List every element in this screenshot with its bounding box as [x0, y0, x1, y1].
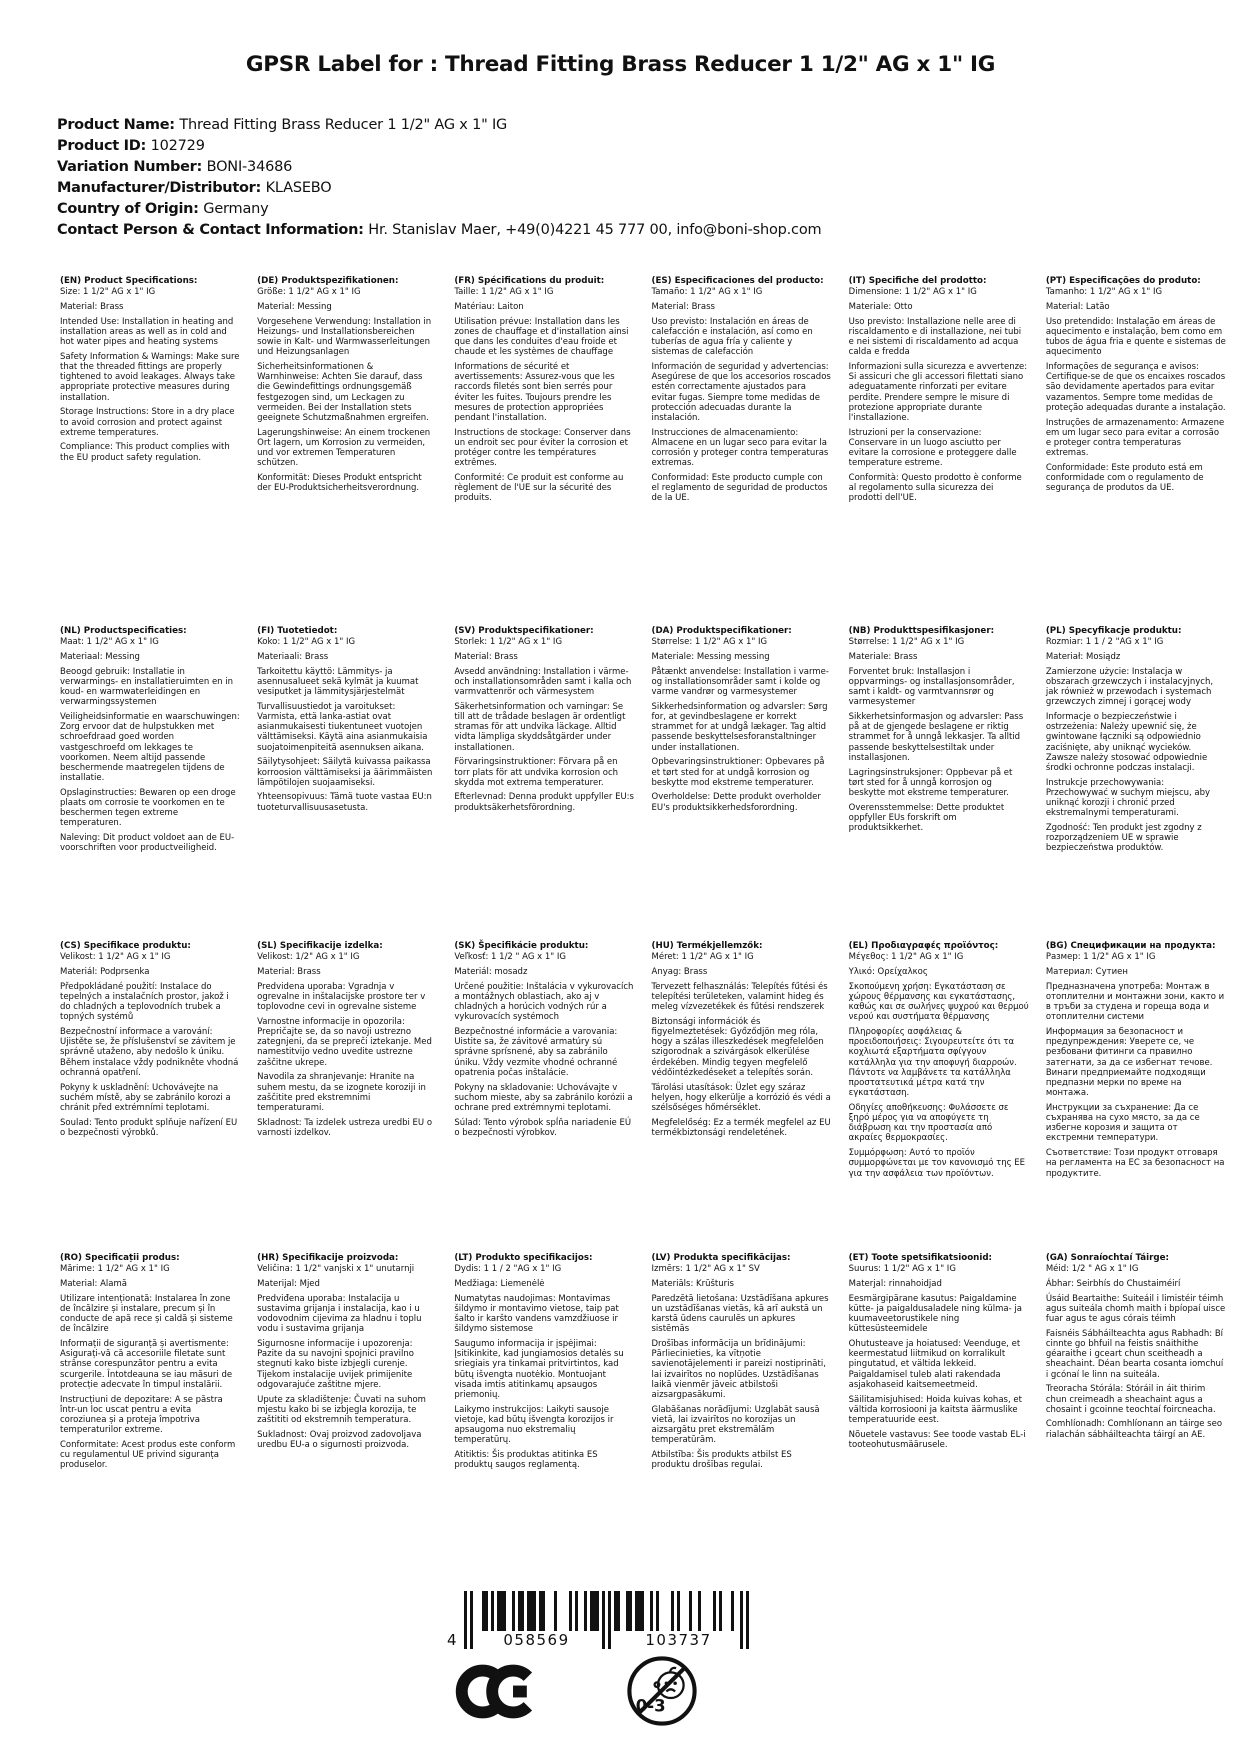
spec-paragraph: Rozmiar: 1 1 / 2 "AG x 1" IG [1045, 637, 1164, 648]
spec-paragraph: Materiaal: Messing [60, 652, 140, 663]
spec-paragraph: Lagringsinstruksjoner: Oppbevar på et tørt sted for å unngå korrosjon og beskytte mot ekstreme temperaturer. [848, 767, 1013, 798]
contact-label: Contact Person & Contact Information: [57, 222, 364, 238]
spec-paragraph: Material: Messing [257, 302, 332, 313]
spec-paragraph: Materiaali: Brass [257, 652, 329, 663]
spec-paragraph: Sikkerhetsinformasjon og advarsler: Pass på at de gjengede beslagene er riktig strammet for å unngå lekkasjer. Ta alltid passende beskyttelsestiltak under installasjonen. [848, 712, 1024, 763]
spec-paragraph: Beoogd gebruik: Installatie in verwarmings- en installatieruimten en in koud- en warmwaterleidingen en verwarmingssystemen [60, 666, 234, 708]
spec-block-bg [1046, 941, 1226, 1183]
spec-paragraph: Μέγεθος: 1 1/2" AG x 1" IG [848, 952, 964, 963]
spec-block-et [849, 1253, 1029, 1454]
spec-paragraph: Tárolási utasítások: Üzlet egy száraz helyen, hogy elkerülje a korrózió és védi a szélsőséges hőmérséklet. [651, 1082, 831, 1113]
spec-paragraph: Информация за безопасност и предупреждения: Уверете се, че резбовани фитинги са правилно затегнати, за да се избегнат течове. Винаги предприемайте подходящи предпазни мерки по време на монтажа. [1045, 1027, 1213, 1099]
spec-block-title: (EL) Προδιαγραφές προϊόντος: [848, 941, 999, 951]
spec-paragraph: Materiál: Podprsenka [60, 967, 150, 978]
spec-paragraph: Conformidad: Este producto cumple con el reglamento de seguridad de productos de la UE. [651, 472, 828, 504]
spec-paragraph: Ábhar: Seirbhís do Chustaiméirí [1045, 1279, 1181, 1290]
spec-block-el [849, 941, 1029, 1183]
spec-paragraph: Instrukcje przechowywania: Przechowywać w suchym miejscu, aby uniknąć korozji i chronić przed ekstremalnymi temperaturami. [1045, 777, 1211, 819]
spec-block-ro [60, 1253, 240, 1475]
spec-paragraph: Skladnost: Ta izdelek ustreza uredbi EU o varnosti izdelkov. [257, 1117, 433, 1138]
spec-block-fr [454, 276, 634, 508]
spec-paragraph: Påtænkt anvendelse: Installation i varme- og installationsområder samt i kolde og varme vandrør og varmesystemer [651, 666, 829, 698]
spec-paragraph: Ohutusteave ja hoiatused: Veenduge, et keermestatud liitmikud on korralikult pingutatud, et vältida lekkeid. Paigaldamisel tuleb alati rakendada asjakohaseid kaitsemeetmeid. [848, 1339, 1021, 1390]
spec-paragraph: Tamaño: 1 1/2" AG x 1" IG [651, 287, 763, 298]
spec-paragraph: Informazioni sulla sicurezza e avvertenze: Si assicuri che gli accessori filettati siano adeguatamente rinforzati per evitare perdite. Prendere sempre le misure di protezione appropriate durante l'installazione. [848, 362, 1028, 423]
spec-paragraph: Turvallisuustiedot ja varoitukset: Varmista, että lanka-astiat ovat asianmukaisesti tiukentuneet vuotojen välttämiseksi. Käytä aina asianmukaisia suojatoimenpiteitä asennuksen aikana. [257, 701, 428, 753]
spec-paragraph: Instrucțiuni de depozitare: A se păstra într-un loc uscat pentru a evita coroziunea și a proteja împotriva temperaturilor extreme. [60, 1394, 223, 1436]
product-info [57, 115, 821, 241]
spec-paragraph: Istruzioni per la conservazione: Conservare in un luogo asciutto per evitare la corrosione e proteggere dalle temperature estreme. [848, 427, 1017, 469]
spec-paragraph: Säilytysohjeet: Säilytä kuivassa paikassa korroosion välttämiseksi ja äärimmäisten lämpötilojen suojaamiseksi. [257, 757, 433, 788]
spec-paragraph: Velikost: 1 1/2" AG x 1" IG [60, 952, 171, 963]
spec-paragraph: Instruções de armazenamento: Armazene em um lugar seco para evitar a corrosão e proteger contra temperaturas extremas. [1045, 417, 1225, 459]
spec-paragraph: Soulad: Tento produkt splňuje nařízení EU o bezpečnosti výrobků. [60, 1117, 238, 1138]
spec-paragraph: Numatytas naudojimas: Montavimas šildymo ir montavimo vietose, taip pat šalto ir karšto vandens vamzdžiuose ir šildymo sistemose [454, 1293, 619, 1335]
spec-paragraph: Glabāšanas norādījumi: Uzglabāt sausā vietā, lai izvairītos no korozijas un aizsargātu pret ekstremālām temperatūrām. [651, 1404, 820, 1446]
spec-block-lv [652, 1253, 832, 1475]
spec-block-title: (SV) Produktspecifikationer: [454, 626, 594, 636]
spec-block-title: (IT) Specifiche del prodotto: [848, 276, 987, 286]
country-of-origin-label: Country of Origin: [57, 201, 199, 217]
spec-block-title: (DA) Produktspecifikationer: [651, 626, 792, 636]
spec-paragraph: Informations de sécurité et avertissements: Assurez-vous que les raccords filetés sont bien serrés pour éviter les fuites. Toujours prendre les mesures de protection appropriées pendant l'installation. [454, 362, 615, 423]
spec-paragraph: Informações de segurança e avisos: Certifique-se de que os encaixes roscados são devidamente apertados para evitar vazamentos. Sempre tome medidas de proteção adequadas durante a instalação. [1045, 362, 1226, 413]
product-id-label: Product ID: [57, 138, 146, 154]
spec-block-pt [1046, 276, 1226, 498]
spec-paragraph: Storlek: 1 1/2" AG x 1" IG [454, 637, 563, 648]
spec-paragraph: Material: Brass [257, 967, 321, 978]
spec-paragraph: Atitiktis: Šis produktas atitinka ES produktų saugos reglamentą. [454, 1449, 598, 1471]
spec-paragraph: Sicherheitsinformationen & Warnhinweise: Achten Sie darauf, dass die Gewindefittings ordnungsgemäß festgezogen sind, um Leckagen zu vermeiden. Bei der Installation stets geeignete Schutzmaßnahmen ergreifen. [257, 362, 429, 423]
spec-block-ga [1046, 1253, 1226, 1444]
spec-paragraph: Megfelelőség: Ez a termék megfelel az EU termékbiztonsági rendeletének. [651, 1117, 831, 1138]
spec-block-title: (GA) Sonraíochtaí Táirge: [1045, 1253, 1170, 1263]
manufacturer-label: Manufacturer/Distributor: [57, 180, 261, 196]
spec-paragraph: Mărime: 1 1/2" AG x 1" IG [60, 1264, 170, 1275]
spec-paragraph: Størrelse: 1 1/2" AG x 1" IG [651, 637, 768, 648]
spec-paragraph: Conformitate: Acest produs este conform cu regulamentul UE privind siguranța produselor. [60, 1439, 236, 1471]
spec-paragraph: Atbilstība: Šis produkts atbilst ES produktu drošības regulai. [651, 1449, 792, 1471]
spec-block-nb [849, 626, 1029, 838]
spec-paragraph: Οδηγίες αποθήκευσης: Φυλάσσετε σε ξηρό μέρος για να αποφύγετε τη διάβρωση και την προστασία από ακραίες θερμοκρασίες. [848, 1102, 1009, 1144]
spec-paragraph: Súlad: Tento výrobok spĺňa nariadenie EÚ o bezpečnosti výrobkov. [454, 1117, 632, 1138]
spec-block-title: (RO) Specificații produs: [60, 1253, 180, 1263]
spec-paragraph: Navodila za shranjevanje: Hranite na suhem mestu, da se izognete koroziji in zaščitite pred ekstremnimi temperaturami. [257, 1072, 426, 1113]
spec-block-nl [60, 626, 240, 858]
spec-paragraph: Συμμόρφωση: Αυτό το προϊόν συμμορφώνεται με τον κανονισμό της ΕΕ για την ασφάλεια των προϊόντων. [848, 1148, 1026, 1179]
manufacturer-value: KLASEBO [265, 180, 332, 196]
spec-paragraph: Sukladnost: Ovaj proizvod zadovoljava uredbu EU-a o sigurnosti proizvoda. [257, 1429, 422, 1450]
spec-paragraph: Naleving: Dit product voldoet aan de EU-voorschriften voor productveiligheid. [60, 833, 235, 854]
spec-block-da [652, 626, 832, 817]
spec-paragraph: Anyag: Brass [651, 967, 708, 978]
spec-block-it [849, 276, 1029, 508]
spec-paragraph: Izmērs: 1 1/2" AG x 1" SV [651, 1264, 760, 1275]
spec-paragraph: Biztonsági információk és figyelmeztetések: Győződjön meg róla, hogy a szálas illeszkedések megfelelően szigorodnak a szivárgások elkerülése érdekében. Mindig tegyen megfelelő védőintézkedéseket a telepítés során. [651, 1016, 824, 1078]
spec-paragraph: Varnostne informacije in opozorila: Prepričajte se, da so navoji ustrezno zategnjeni, da se prepreči iztekanje. Med namestitvijo vedno uvedite ustrezne zaščitne ukrepe. [257, 1016, 432, 1068]
spec-paragraph: Avsedd användning: Installation i värme- och installationsområden samt i kalla och varmvattenrör och värmesystem [454, 666, 632, 698]
spec-paragraph: Predviđena uporaba: Instalacija u sustavima grijanja i instalacija, kao i u vodovodnim cijevima za hladnu i toplu vodu i sustavima grijanja [257, 1293, 422, 1335]
spec-paragraph: Maat: 1 1/2" AG x 1" IG [60, 637, 159, 648]
spec-paragraph: Pokyny na skladovanie: Uchovávajte v suchom mieste, aby sa zabránilo korózii a ochrane pred extrémnymi teplotami. [454, 1082, 633, 1113]
country-of-origin-value: Germany [203, 201, 269, 217]
spec-block-title: (PT) Especificações do produto: [1045, 276, 1201, 286]
spec-paragraph: Πληροφορίες ασφάλειας & προειδοποιήσεις: Σιγουρευτείτε ότι τα κοχλιωτά εξαρτήματα σφίγγουν κατάλληλα για την αποφυγή διαρροών. Πάντοτε να λαμβάνετε τα κατάλληλα προστατευτικά μέτρα κατά την εγκατάσταση. [848, 1027, 1017, 1099]
spec-block-title: (FI) Tuotetiedot: [257, 626, 338, 636]
spec-paragraph: Σκοπούμενη χρήση: Εγκατάσταση σε χώρους θέρμανσης και εγκατάστασης, καθώς και σε σωλήνες ψυχρού και θερμού νερού και συστήματα θέρμανσης [848, 981, 1029, 1023]
spec-paragraph: Lagerungshinweise: An einem trockenen Ort lagern, um Korrosion zu vermeiden, und vor extremen Temperaturen schützen. [257, 427, 431, 469]
spec-paragraph: Suurus: 1 1/2" AG x 1" IG [848, 1264, 956, 1275]
spec-paragraph: Opslaginstructies: Bewaren op een droge plaats om corrosie te voorkomen en te beschermen tegen extreme temperaturen. [60, 787, 236, 829]
spec-paragraph: Tarkoitettu käyttö: Lämmitys- ja asennusalueet sekä kylmät ja kuumat vesiputket ja lämmitysjärjestelmät [257, 666, 419, 698]
spec-paragraph: Koko: 1 1/2" AG x 1" IG [257, 637, 356, 648]
spec-paragraph: Conformità: Questo prodotto è conforme al regolamento sulla sicurezza dei prodotti dell'UE. [848, 472, 1022, 504]
spec-block-sv [454, 626, 634, 817]
spec-paragraph: Informații de siguranță și avertismente: Asigurați-vă că accesoriile filetate sunt strânse corespunzător pentru a evita scurgerile. Întotdeauna se iau măsuri de protecție adecvate în timpul instalării. [60, 1339, 233, 1390]
spec-paragraph: Utilisation prévue: Installation dans les zones de chauffage et d'installation ainsi que dans les conduites d'eau froide et chaude et les systèmes de chauffage [454, 316, 629, 358]
spec-paragraph: Instrucciones de almacenamiento: Almacene en un lugar seco para evitar la corrosión y proteger contra temperaturas extremas. [651, 427, 829, 469]
barcode-first-digit: 4 [447, 1631, 457, 1649]
variation-number-row [57, 157, 821, 178]
spec-paragraph: Saugumo informacija ir įspėjimai: Įsitikinkite, kad jungiamosios detalės su sriegiais yra tinkamai pritvirtintos, kad būtų išvengta nuotėkio. Montuojant visada imtis atitinkamų apsaugos priemonių. [454, 1339, 624, 1400]
spec-block-sl [257, 941, 437, 1142]
spec-paragraph: Medžiaga: Liemenėlė [454, 1279, 545, 1290]
spec-paragraph: Úsáid Beartaithe: Suiteáil i limistéir téimh agus suiteála chomh maith i bpíopaí uisce fuar agus te agus córais téimh [1045, 1293, 1226, 1325]
product-name-value: Thread Fitting Brass Reducer 1 1/2" AG x 1" IG [179, 117, 508, 133]
spec-block-lt [454, 1253, 634, 1475]
product-name-row [57, 115, 821, 136]
spec-block-title: (DE) Produktspezifikationen: [257, 276, 399, 286]
spec-paragraph: Overholdelse: Dette produkt overholder EU's produktsikkerhedsforordning. [651, 792, 821, 813]
variation-number-value: BONI-34686 [206, 159, 293, 175]
spec-paragraph: Efterlevnad: Denna produkt uppfyller EU:s produktsäkerhetsförordning. [454, 792, 634, 813]
spec-paragraph: Материал: Сутиен [1045, 967, 1128, 978]
page-title: GPSR Label for : Thread Fitting Brass Reducer 1 1/2" AG x 1" IG [245, 52, 996, 77]
spec-block-title: (ET) Toote spetsifikatsioonid: [848, 1253, 993, 1263]
spec-block-cs [60, 941, 240, 1142]
spec-paragraph: Materijal: Mjed [257, 1279, 320, 1290]
spec-block-title: (NB) Produkttspesifikasjoner: [848, 626, 995, 636]
spec-block-fi [257, 626, 437, 817]
spec-paragraph: Dydis: 1 1 / 2 "AG x 1" IG [454, 1264, 562, 1275]
spec-paragraph: Materiale: Messing messing [651, 652, 770, 663]
spec-paragraph: Predvidena uporaba: Vgradnja v ogrevalne in inštalacijske prostore ter v toplovodne cevi in ogrevalne sisteme [257, 981, 426, 1013]
spec-paragraph: Material: Brass [60, 302, 124, 313]
spec-paragraph: Laikymo instrukcijos: Laikyti sausoje vietoje, kad būtų išvengta korozijos ir apsaugoma nuo ekstremalių temperatūrų. [454, 1404, 614, 1446]
spec-paragraph: Comhlíonadh: Comhlíonann an táirge seo rialachán sábháilteachta táirgí an AE. [1045, 1419, 1223, 1440]
spec-paragraph: Informacje o bezpieczeństwie i ostrzeżenia: Należy upewnić się, że gwintowane łączniki są odpowiednio zaciśnięte, aby uniknąć wycieków. Zawsze należy stosować odpowiednie środki ochronne podczas instalacji. [1045, 712, 1208, 773]
spec-block-title: (ES) Especificaciones del producto: [651, 276, 824, 286]
ce-mark-icon [455, 1662, 533, 1721]
spec-paragraph: Material: Alamă [60, 1279, 127, 1290]
spec-paragraph: Veličina: 1 1/2" vanjski x 1" unutarnji [257, 1264, 415, 1275]
spec-block-es [652, 276, 832, 508]
spec-paragraph: Materjal: rinnahoidjad [848, 1279, 942, 1290]
spec-paragraph: Yhteensopivuus: Tämä tuote vastaa EU:n tuoteturvallisuusasetusta. [257, 792, 432, 813]
spec-paragraph: Veiligheidsinformatie en waarschuwingen: Zorg ervoor dat de hulpstukken met schroefdraad goed worden vastgeschroefd om lekkages te voorkomen. Neem altijd passende beschermende maatregelen tijdens de installatie. [60, 712, 240, 784]
spec-paragraph: Säkerhetsinformation och varningar: Se till att de trådade beslagen är ordentligt stramas för att undvika läckage. Alltid vidta lämpliga skyddsåtgärder under installationen. [454, 701, 626, 753]
spec-paragraph: Bezpečnostní informace a varování: Ujistěte se, že příslušenství se závitem je správně utaženo, aby nedošlo k úniku. Během instalace vždy podnikněte vhodná ochranná opatření. [60, 1027, 239, 1078]
spec-paragraph: Matériau: Laiton [454, 302, 524, 313]
spec-block-title: (LV) Produkta specifikācijas: [651, 1253, 791, 1263]
spec-paragraph: Sigurnosne informacije i upozorenja: Pazite da su navojni spojnici pravilno stegnuti kako biste izbjegli curenje. Tijekom instalacije uvijek primijenite odgovarajuće zaštitne mjere. [257, 1339, 414, 1390]
spec-paragraph: Dimensione: 1 1/2" AG x 1" IG [848, 287, 977, 298]
spec-paragraph: Pokyny k uskladnění: Uchovávejte na suchém místě, aby se zabránilo korozi a chránit před extrémními teplotami. [60, 1082, 231, 1113]
spec-paragraph: Faisnéis Sábháilteachta agus Rabhadh: Bí cinnte go bhfuil na feistis snáithithe géaraithe i gceart chun sceitheadh a sheachaint. Déan bearta cosanta iomchuí i gcónaí le linn na suiteála. [1045, 1328, 1224, 1380]
spec-block-title: (HU) Termékjellemzők: [651, 941, 763, 951]
spec-paragraph: Treoracha Stórála: Stóráil in áit thirim chun creimeadh a sheachaint agus a chosaint i gcoinne teochtaí foircneacha. [1045, 1384, 1216, 1415]
contact-row [57, 220, 821, 241]
spec-paragraph: Utilizare intenționată: Instalarea în zone de încălzire și instalare, precum și în conducte de apă rece și caldă și sisteme de încălzire [60, 1293, 233, 1335]
age-warning-label: 0-3 [635, 1696, 666, 1716]
spec-paragraph: Uso previsto: Installazione nelle aree di riscaldamento e di installazione, nei tubi e nei sistemi di riscaldamento ad acqua calda e fredda [848, 316, 1022, 358]
spec-paragraph: Bezpečnostné informácie a varovania: Uistite sa, že závitové armatúry sú správne sprísnené, aby sa zabránilo úniku. Vždy vezmite vhodné ochranné opatrenia počas inštalácie. [454, 1027, 618, 1078]
spec-paragraph: Předpokládané použití: Instalace do tepelných a instalačních prostor, jakož i do chladných a teplovodních trubek a topných systémů [60, 981, 229, 1023]
spec-paragraph: Uso previsto: Instalación en áreas de calefacción e instalación, así como en tuberías de agua fría y caliente y sistemas de calefacción [651, 316, 813, 358]
spec-paragraph: Taille: 1 1/2" AG x 1" IG [454, 287, 554, 298]
spec-block-en [60, 276, 240, 467]
spec-paragraph: Material: Brass [651, 302, 715, 313]
spec-paragraph: Υλικό: Ορείχαλκος [848, 967, 928, 978]
spec-block-sk [454, 941, 634, 1142]
spec-block-pl [1046, 626, 1226, 858]
spec-paragraph: Предназначена употреба: Монтаж в отоплителни и монтажни зони, както и в тръби за студена и гореща вода и отоплителни системи [1045, 981, 1225, 1023]
spec-paragraph: Eesmärgipärane kasutus: Paigaldamine kütte- ja paigaldusaladele ning külma- ja kuumaveetorustikele ning küttesüsteemidele [848, 1293, 1022, 1335]
spec-paragraph: Paredzētā lietošana: Uzstādīšana apkures un uzstādīšanas vietās, kā arī aukstā un karstā ūdens caurulēs un apkures sistēmās [651, 1293, 829, 1335]
spec-block-title: (LT) Produkto specifikacijos: [454, 1253, 593, 1263]
spec-paragraph: Safety Information & Warnings: Make sure that the threaded fittings are properly tightened to avoid leakages. Always take appropriate protective measures during installation. [60, 351, 240, 403]
spec-paragraph: Nõuetele vastavus: See toode vastab EL-i tooteohutusmäärusele. [848, 1429, 1026, 1450]
spec-paragraph: Velikost: 1/2" AG x 1" IG [257, 952, 360, 963]
spec-paragraph: Størrelse: 1 1/2" AG x 1" IG [848, 637, 965, 648]
spec-block-title: (BG) Спецификации на продукта: [1045, 941, 1216, 951]
spec-paragraph: Información de seguridad y advertencias: Asegúrese de que los accesorios roscados estén correctamente ajustados para evitar fugas. Siempre tome medidas de protección adecuadas durante la instalación. [651, 362, 831, 423]
spec-paragraph: Инструкции за съхранение: Да се съхранява на сухо място, за да се избегне корозия и защита от екстремни температури. [1045, 1102, 1200, 1144]
spec-paragraph: Material: Latão [1045, 302, 1110, 313]
product-name-label: Product Name: [57, 117, 175, 133]
spec-paragraph: Uso pretendido: Instalação em áreas de aquecimento e instalação, bem como em tubos de água fria e quente e sistemas de aquecimento [1045, 316, 1226, 358]
barcode-left-digits: 058569 [503, 1631, 570, 1649]
spec-paragraph: Förvaringsinstruktioner: Förvara på en torr plats för att undvika korrosion och skydda mot extrema temperaturer. [454, 757, 619, 788]
country-of-origin-row [57, 199, 821, 220]
spec-paragraph: Intended Use: Installation in heating and installation areas as well as in cold and hot water pipes and heating systems [60, 316, 234, 348]
spec-paragraph: Säilitamisjuhised: Hoida kuivas kohas, et vältida korrosiooni ja kaitsta äärmuslike temperatuuride eest. [848, 1394, 1022, 1425]
spec-paragraph: Materiāls: Krūšturis [651, 1279, 734, 1290]
spec-block-title: (NL) Productspecificaties: [60, 626, 187, 636]
spec-paragraph: Conformidade: Este produto está em conformidade com o regulamento de segurança de produtos da UE. [1045, 462, 1204, 494]
no-children-0-3-icon [626, 1655, 698, 1727]
spec-paragraph: Tervezett felhasználás: Telepítés fűtési és telepítési területeken, valamint hideg és meleg vízvezetékek és fűtési rendszerek [651, 981, 828, 1013]
spec-paragraph: Určené použitie: Inštalácia v vykurovacích a montážnych oblastiach, ako aj v chladných a horúcich vodných rúr a vykurovacích systémoch [454, 981, 634, 1023]
spec-paragraph: Съответствие: Този продукт отговаря на регламента на ЕС за безопасност на продуктите. [1045, 1148, 1225, 1179]
spec-block-title: (SK) Špecifikácie produktu: [454, 941, 589, 951]
spec-paragraph: Materiál: mosadz [454, 967, 528, 978]
manufacturer-row [57, 178, 821, 199]
spec-paragraph: Sikkerhedsinformation og advarsler: Sørg for, at gevindbeslagene er korrekt strammet for at undgå lækager. Tag altid passende beskyttelsesforanstaltninger under installationen. [651, 701, 828, 753]
spec-block-hu [652, 941, 832, 1142]
spec-block-title: (FR) Spécifications du produit: [454, 276, 605, 286]
spec-paragraph: Materiale: Brass [848, 652, 918, 663]
spec-block-hr [257, 1253, 437, 1454]
spec-paragraph: Veľkosť: 1 1/2 " AG x 1" IG [454, 952, 566, 963]
spec-paragraph: Materiale: Otto [848, 302, 913, 313]
spec-paragraph: Conformité: Ce produit est conforme au règlement de l'UE sur la sécurité des produits. [454, 472, 624, 504]
product-id-row [57, 136, 821, 157]
spec-paragraph: Forventet bruk: Installasjon i oppvarmings- og installasjonsområder, samt i kaldt- og varmtvannsrør og varmesystemer [848, 666, 1015, 708]
spec-paragraph: Méret: 1 1/2" AG x 1" IG [651, 952, 754, 963]
variation-number-label: Variation Number: [57, 159, 202, 175]
spec-paragraph: Opbevaringsinstruktioner: Opbevares på et tørt sted for at undgå korrosion og beskytte mod ekstreme temperaturer. [651, 757, 825, 788]
spec-paragraph: Instructions de stockage: Conserver dans un endroit sec pour éviter la corrosion et protéger contre les températures extrêmes. [454, 427, 631, 469]
spec-paragraph: Zamierzone użycie: Instalacja w obszarach grzewczych i instalacyjnych, jak również w przewodach i systemach grzewczych zimnej i gorącej wody [1045, 666, 1214, 708]
spec-paragraph: Materiał: Mosiądz [1045, 652, 1121, 663]
spec-paragraph: Storage Instructions: Store in a dry place to avoid corrosion and protect against extreme temperatures. [60, 407, 235, 438]
barcode [447, 1591, 749, 1651]
spec-paragraph: Размер: 1 1/2" AG x 1" IG [1045, 952, 1156, 963]
spec-block-title: (SL) Specifikacije izdelka: [257, 941, 383, 951]
spec-paragraph: Größe: 1 1/2" AG x 1" IG [257, 287, 361, 298]
spec-paragraph: Size: 1 1/2" AG x 1" IG [60, 287, 156, 298]
spec-paragraph: Zgodność: Ten produkt jest zgodny z rozporządzeniem UE w sprawie bezpieczeństwa produktów. [1045, 822, 1202, 854]
spec-paragraph: Overensstemmelse: Dette produktet oppfyller EUs forskrift om produktsikkerhet. [848, 802, 1005, 833]
spec-paragraph: Compliance: This product complies with the EU product safety regulation. [60, 442, 230, 463]
contact-value: Hr. Stanislav Maer, +49(0)4221 45 777 00, info@boni-shop.com [368, 222, 822, 238]
spec-block-title: (PL) Specyfikacje produktu: [1045, 626, 1182, 636]
spec-paragraph: Material: Brass [454, 652, 518, 663]
spec-block-de [257, 276, 437, 498]
spec-block-title: (CS) Specifikace produktu: [60, 941, 191, 951]
spec-paragraph: Tamanho: 1 1/2" AG x 1" IG [1045, 287, 1163, 298]
specs-grid [60, 276, 1226, 1475]
product-id-value: 102729 [150, 138, 205, 154]
spec-paragraph: Méid: 1/2 " AG x 1" IG [1045, 1264, 1139, 1275]
spec-paragraph: Upute za skladištenje: Čuvati na suhom mjestu kako bi se izbjegla korozija, te zaštititi od ekstremnih temperatura. [257, 1394, 426, 1425]
spec-paragraph: Konformität: Dieses Produkt entspricht der EU-Produktsicherheitsverordnung. [257, 472, 422, 494]
spec-block-title: (EN) Product Specifications: [60, 276, 198, 286]
spec-paragraph: Vorgesehene Verwendung: Installation in Heizungs- und Installationsbereichen sowie in Kalt- und Warmwasserleitungen und Heizungsanlagen [257, 316, 432, 358]
barcode-right-digits: 103737 [645, 1631, 712, 1649]
spec-paragraph: Drošības informācija un brīdinājumi: Pārliecinieties, ka vītņotie savienotājelementi ir pareizi nostiprināti, lai izvairītos no noplūdes. Uzstādīšanas laikā vienmēr jāveic atbilstoši aizsargpasākumi. [651, 1339, 826, 1400]
spec-block-title: (HR) Specifikacije proizvoda: [257, 1253, 399, 1263]
